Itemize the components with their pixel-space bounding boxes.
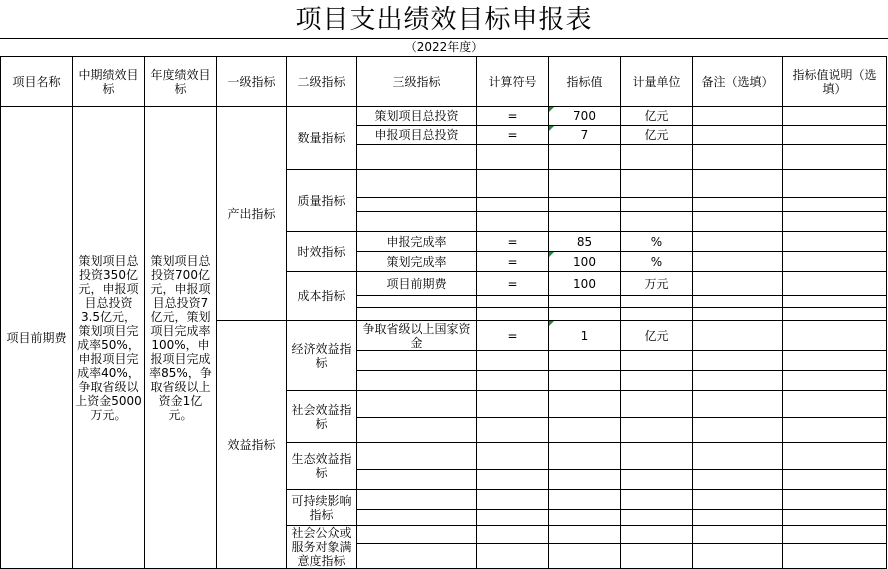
operator-cell — [477, 308, 549, 321]
note-cell — [693, 321, 783, 351]
header-mid-term-goal: 中期绩效目标 — [73, 57, 145, 107]
value-cell — [549, 212, 621, 232]
note-cell — [693, 212, 783, 232]
level3-item: 策划项目总投资 — [357, 107, 477, 126]
header-level3: 三级指标 — [357, 57, 477, 107]
note-cell — [693, 296, 783, 308]
value-desc-cell — [783, 391, 887, 418]
unit-cell: 亿元 — [621, 126, 693, 145]
note-cell — [693, 544, 783, 569]
unit-cell — [621, 391, 693, 418]
unit-cell — [621, 470, 693, 490]
header-value-desc: 指标值说明（选填） — [783, 57, 887, 107]
page-title: 项目支出绩效目标申报表 — [295, 5, 593, 35]
value-cell — [549, 490, 621, 510]
value-cell — [549, 296, 621, 308]
operator-cell: = — [477, 272, 549, 296]
level3-item — [357, 212, 477, 232]
note-cell — [693, 391, 783, 418]
value-desc-cell — [783, 510, 887, 526]
header-annual-goal: 年度绩效目标 — [145, 57, 217, 107]
value-cell — [549, 418, 621, 443]
value-cell: 85 — [549, 232, 621, 252]
value-desc-cell — [783, 107, 887, 126]
operator-cell — [477, 418, 549, 443]
operator-cell — [477, 443, 549, 470]
operator-cell — [477, 371, 549, 391]
unit-cell — [621, 308, 693, 321]
header-operator: 计算符号 — [477, 57, 549, 107]
level3-item — [357, 351, 477, 371]
level3-item — [357, 296, 477, 308]
value-cell — [549, 145, 621, 170]
note-cell — [693, 490, 783, 510]
value-desc-cell — [783, 252, 887, 272]
unit-cell — [621, 351, 693, 371]
level3-item — [357, 308, 477, 321]
header-value: 指标值 — [549, 57, 621, 107]
note-cell — [693, 145, 783, 170]
value-desc-cell — [783, 145, 887, 170]
title-divider — [0, 38, 888, 39]
operator-cell — [477, 526, 549, 544]
value-desc-cell — [783, 418, 887, 443]
note-cell — [693, 170, 783, 198]
header-level2: 二级指标 — [287, 57, 357, 107]
value-cell: 7 — [549, 126, 621, 145]
value-desc-cell — [783, 526, 887, 544]
level3-item — [357, 371, 477, 391]
operator-cell: = — [477, 321, 549, 351]
level3-item: 项目前期费 — [357, 272, 477, 296]
year-label: （2022年度） — [404, 40, 484, 54]
unit-cell — [621, 198, 693, 212]
value-desc-cell — [783, 470, 887, 490]
value-desc-cell — [783, 296, 887, 308]
level3-item: 申报完成率 — [357, 232, 477, 252]
operator-cell — [477, 296, 549, 308]
value-cell — [549, 544, 621, 569]
note-cell — [693, 418, 783, 443]
annual-goal-cell: 策划项目总投资700亿元，申报项目总投资7亿元，策划项目完成率100%，申报项目完成率85%，争取省级以上资金1亿元。 — [145, 107, 217, 569]
level3-item — [357, 391, 477, 418]
note-cell — [693, 510, 783, 526]
value-desc-cell — [783, 212, 887, 232]
value-cell — [549, 371, 621, 391]
level2-economic: 经济效益指标 — [287, 321, 357, 391]
unit-cell: 亿元 — [621, 107, 693, 126]
unit-cell: 亿元 — [621, 321, 693, 351]
operator-cell: = — [477, 252, 549, 272]
operator-cell — [477, 510, 549, 526]
performance-table — [0, 56, 887, 569]
operator-cell: = — [477, 126, 549, 145]
level2-sustainable: 可持续影响指标 — [287, 490, 357, 526]
operator-cell: = — [477, 232, 549, 252]
note-cell — [693, 526, 783, 544]
value-cell: 1 — [549, 321, 621, 351]
header-project-name: 项目名称 — [1, 57, 73, 107]
operator-cell — [477, 490, 549, 510]
note-cell — [693, 371, 783, 391]
level2-ecological: 生态效益指标 — [287, 443, 357, 490]
operator-cell — [477, 351, 549, 371]
unit-cell — [621, 145, 693, 170]
value-desc-cell — [783, 351, 887, 371]
operator-cell — [477, 145, 549, 170]
value-desc-cell — [783, 126, 887, 145]
level2-social: 社会效益指标 — [287, 391, 357, 443]
value-cell: 100 — [549, 272, 621, 296]
value-cell — [549, 170, 621, 198]
operator-cell: = — [477, 107, 549, 126]
unit-cell: 万元 — [621, 272, 693, 296]
header-note: 备注（选填） — [693, 57, 783, 107]
operator-cell — [477, 212, 549, 232]
level3-item — [357, 490, 477, 510]
unit-cell — [621, 443, 693, 470]
level3-item: 争取省级以上国家资金 — [357, 321, 477, 351]
value-desc-cell — [783, 272, 887, 296]
header-level1: 一级指标 — [217, 57, 287, 107]
header-unit: 计量单位 — [621, 57, 693, 107]
value-desc-cell — [783, 308, 887, 321]
operator-cell — [477, 544, 549, 569]
value-desc-cell — [783, 170, 887, 198]
unit-cell: % — [621, 232, 693, 252]
unit-cell — [621, 544, 693, 569]
value-cell: 100 — [549, 252, 621, 272]
value-cell — [549, 526, 621, 544]
project-name-cell: 项目前期费 — [1, 107, 73, 569]
value-desc-cell — [783, 544, 887, 569]
value-cell — [549, 510, 621, 526]
value-cell — [549, 391, 621, 418]
level2-cost: 成本指标 — [287, 272, 357, 321]
value-desc-cell — [783, 443, 887, 470]
unit-cell — [621, 296, 693, 308]
level3-item — [357, 198, 477, 212]
unit-cell — [621, 510, 693, 526]
value-desc-cell — [783, 371, 887, 391]
value-desc-cell — [783, 232, 887, 252]
level3-item: 策划完成率 — [357, 252, 477, 272]
level1-benefit: 效益指标 — [217, 321, 287, 569]
level3-item — [357, 544, 477, 569]
level2-quantity: 数量指标 — [287, 107, 357, 170]
unit-cell — [621, 212, 693, 232]
note-cell — [693, 198, 783, 212]
level2-satisfaction: 社会公众或服务对象满意度指标 — [287, 526, 357, 569]
note-cell — [693, 252, 783, 272]
value-cell: 700 — [549, 107, 621, 126]
level3-item: 申报项目总投资 — [357, 126, 477, 145]
level3-item — [357, 145, 477, 170]
operator-cell — [477, 470, 549, 490]
value-cell — [549, 351, 621, 371]
value-desc-cell — [783, 198, 887, 212]
value-desc-cell — [783, 321, 887, 351]
operator-cell — [477, 391, 549, 418]
unit-cell — [621, 418, 693, 443]
level3-item — [357, 170, 477, 198]
note-cell — [693, 272, 783, 296]
level3-item — [357, 470, 477, 490]
unit-cell: % — [621, 252, 693, 272]
note-cell — [693, 470, 783, 490]
level2-timeliness: 时效指标 — [287, 232, 357, 272]
value-desc-cell — [783, 490, 887, 510]
value-cell — [549, 198, 621, 212]
level1-output: 产出指标 — [217, 107, 287, 321]
value-cell — [549, 308, 621, 321]
note-cell — [693, 351, 783, 371]
level3-item — [357, 418, 477, 443]
value-cell — [549, 443, 621, 470]
operator-cell — [477, 198, 549, 212]
value-cell — [549, 470, 621, 490]
note-cell — [693, 232, 783, 252]
level3-item — [357, 526, 477, 544]
unit-cell — [621, 526, 693, 544]
unit-cell — [621, 170, 693, 198]
note-cell — [693, 107, 783, 126]
level2-quality: 质量指标 — [287, 170, 357, 232]
unit-cell — [621, 371, 693, 391]
note-cell — [693, 126, 783, 145]
level3-item — [357, 443, 477, 470]
mid-term-goal-cell: 策划项目总投资350亿元，申报项目总投资3.5亿元，策划项目完成率50%，申报项目完成率40%，争取省级以上资金5000万元。 — [73, 107, 145, 569]
note-cell — [693, 308, 783, 321]
unit-cell — [621, 490, 693, 510]
note-cell — [693, 443, 783, 470]
level3-item — [357, 510, 477, 526]
operator-cell — [477, 170, 549, 198]
